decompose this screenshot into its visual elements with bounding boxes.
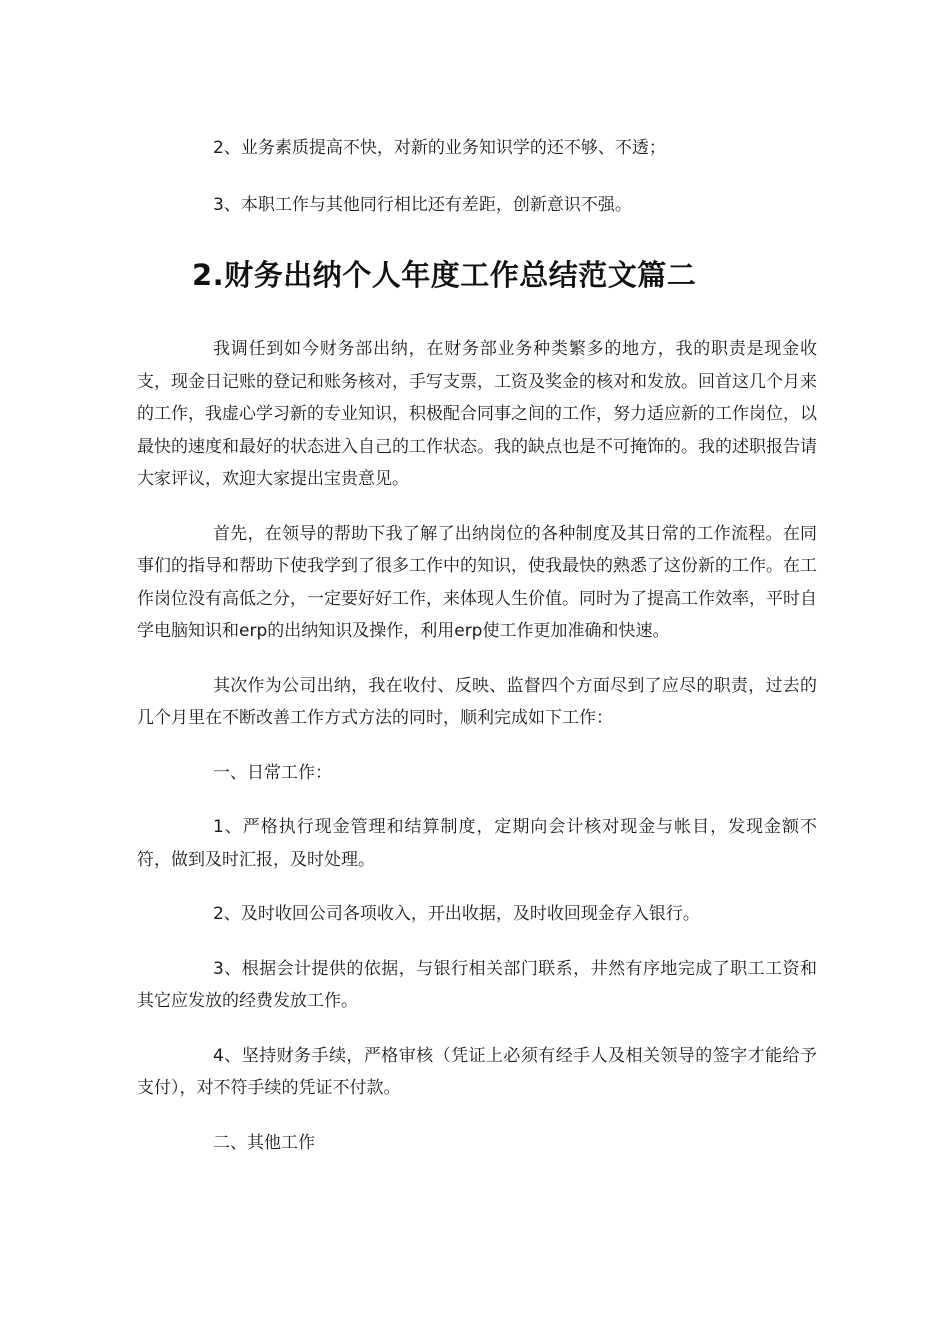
list-item: 2、及时收回公司各项收入，开出收据，及时收回现金存入银行。 bbox=[213, 904, 700, 924]
paragraph: 其次作为公司出纳，我在收付、反映、监督四个方面尽到了应尽的职责，过去的几个月里在不断改善工作方式方法的同时，顺利完成如下工作： bbox=[137, 675, 817, 728]
list-item: 3、根据会计提供的依据，与银行相关部门联系，井然有序地完成了职工工资和其它应发放的经费发放工作。 bbox=[137, 958, 817, 1011]
paragraph: 首先，在领导的帮助下我了解了出纳岗位的各种制度及其日常的工作流程。在同事们的指导和帮助下使我学到了很多工作中的知识，使我最快的熟悉了这份新的工作。在工作岗位没有高低之分，一定要好好工作，来体现人生价值。同时为了提高工作效率，平时自学电脑知识和erp的出纳知识及操作，利用erp使工作更加准确和快速。 bbox=[137, 523, 817, 641]
list-item: 1、严格执行现金管理和结算制度，定期向会计核对现金与帐目，发现金额不符，做到及时汇报，及时处理。 bbox=[137, 817, 817, 870]
paragraph: 我调任到如今财务部出纳，在财务部业务种类繁多的地方，我的职责是现金收支，现金日记账的登记和账务核对，手写支票，工资及奖金的核对和发放。回首这几个月来的工作，我虚心学习新的专业知识，积极配合同事之间的工作，努力适应新的工作岗位，以最快的速度和最好的状态进入自己的工作状态。我的缺点也是不可掩饰的。我的述职报告请大家评议，欢迎大家提出宝贵意见。 bbox=[137, 339, 817, 489]
list-item: 3、本职工作与其他同行相比还有差距，创新意识不强。 bbox=[213, 194, 632, 215]
document-body bbox=[137, 132, 817, 1159]
subsection-heading: 二、其他工作 bbox=[213, 1132, 315, 1153]
list-item: 4、坚持财务手续，严格审核（凭证上必须有经手人及相关领导的签字才能给予支付），对不符手续的凭证不付款。 bbox=[137, 1045, 817, 1098]
section-title: 2.财务出纳个人年度工作总结范文篇二 bbox=[192, 258, 697, 292]
subsection-heading: 一、日常工作： bbox=[213, 762, 332, 783]
list-item: 2、业务素质提高不快，对新的业务知识学的还不够、不透； bbox=[213, 138, 666, 158]
